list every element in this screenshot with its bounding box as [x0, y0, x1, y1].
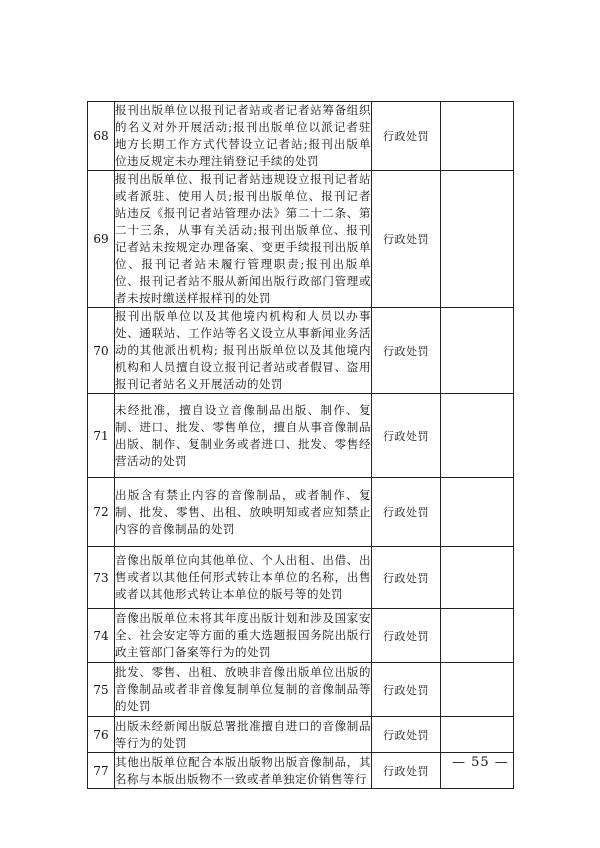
table-row: [88, 753, 514, 789]
row-blank-cell: [441, 663, 514, 717]
row-type: 行政处罚: [372, 753, 441, 789]
row-number: 75: [88, 663, 115, 717]
row-blank-cell: [441, 171, 514, 308]
row-description: 批发、零售、出租、放映非音像出版单位出版的音像制品或者非音像复制单位复制的音像制品等的处罚: [115, 663, 372, 717]
row-description: 报刊出版单位、报刊记者站违规设立报刊记者站或者派驻、使用人员;报刊出版单位、报刊记者站违反《报刊记者站管理办法》第二十二条、第二十三条，从事有关活动;报刊出版单位、报刊记者站未按规定办理备案、变更手续报刊出版单位、报刊记者站未履行管理职责;报刊出版单位、报刊记者站不服从新闻出版行政部门管理或者未按时缴送样报样刊的处罚: [115, 171, 372, 308]
row-description: 出版未经新闻出版总署批准擅自进口的音像制品等行为的处罚: [115, 717, 372, 753]
penalty-table: [87, 101, 514, 789]
row-number: 76: [88, 717, 115, 753]
table-row: [88, 308, 514, 394]
row-type: 行政处罚: [372, 308, 441, 394]
row-type: 行政处罚: [372, 609, 441, 663]
row-number: 73: [88, 547, 115, 609]
row-blank-cell: [441, 308, 514, 394]
row-type: 行政处罚: [372, 547, 441, 609]
row-blank-cell: [441, 478, 514, 547]
row-number: 70: [88, 308, 115, 394]
table-row: [88, 102, 514, 171]
row-description: 音像出版单位向其他单位、个人出租、出借、出售或者以其他任何形式转让本单位的名称，出售或者以其他形式转让本单位的版号等的处罚: [115, 547, 372, 609]
table-row: [88, 478, 514, 547]
row-description: 出版含有禁止内容的音像制品，或者制作、复制、批发、零售、出租、放映明知或者应知禁止内容的音像制品的处罚: [115, 478, 372, 547]
table-row: [88, 609, 514, 663]
row-number: 71: [88, 394, 115, 478]
row-blank-cell: [441, 717, 514, 753]
row-description: 报刊出版单位以报刊记者站或者记者站筹备组织的名义对外开展活动;报刊出版单位以派记者驻地方长期工作方式代替设立记者站;报刊出版单位违反规定未办理注销登记手续的处罚: [115, 102, 372, 171]
row-type: 行政处罚: [372, 171, 441, 308]
table-row: [88, 547, 514, 609]
table-row: [88, 663, 514, 717]
row-type: 行政处罚: [372, 663, 441, 717]
table-row: [88, 171, 514, 308]
row-type: 行政处罚: [372, 102, 441, 171]
page-number: — 55 —: [452, 755, 509, 770]
row-number: 77: [88, 753, 115, 789]
row-blank-cell: [441, 547, 514, 609]
row-number: 68: [88, 102, 115, 171]
row-number: 72: [88, 478, 115, 547]
table-row: [88, 717, 514, 753]
row-type: 行政处罚: [372, 394, 441, 478]
row-type: 行政处罚: [372, 717, 441, 753]
row-description: 未经批准，擅自设立音像制品出版、制作、复制、进口、批发、零售单位，擅自从事音像制品出版、制作、复制业务或者进口、批发、零售经营活动的处罚: [115, 394, 372, 478]
row-description: 音像出版单位未将其年度出版计划和涉及国家安全、社会安定等方面的重大选题报国务院出版行政主管部门备案等行为的处罚: [115, 609, 372, 663]
row-blank-cell: [441, 609, 514, 663]
table-row: [88, 394, 514, 478]
row-description: 报刊出版单位以及其他境内机构和人员以办事处、通联站、工作站等名义设立从事新闻业务活动的其他派出机构; 报刊出版单位以及其他境内机构和人员擅自设立报刊记者站或者假冒、盗用报刊记者站名义开展活动的处罚: [115, 308, 372, 394]
row-blank-cell: [441, 394, 514, 478]
row-blank-cell: [441, 102, 514, 171]
row-number: 74: [88, 609, 115, 663]
row-description: 其他出版单位配合本版出版物出版音像制品，其名称与本版出版物不一致或者单独定价销售等行: [115, 753, 372, 789]
row-type: 行政处罚: [372, 478, 441, 547]
row-number: 69: [88, 171, 115, 308]
